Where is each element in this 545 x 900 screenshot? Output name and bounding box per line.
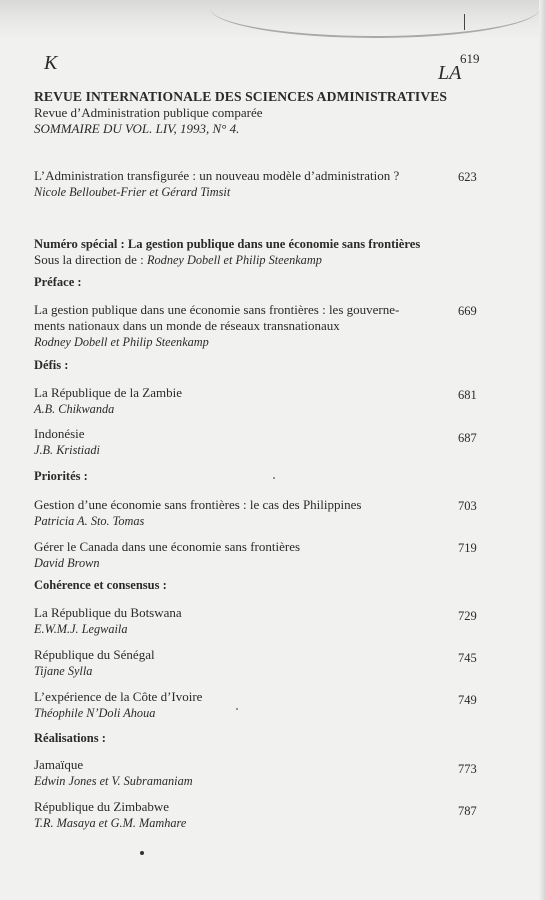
- scan-dot: [140, 851, 144, 855]
- entry-authors: Patricia A. Sto. Tomas: [34, 514, 145, 528]
- entry-page: 623: [458, 170, 477, 184]
- entry-page: 749: [458, 693, 477, 707]
- entry-title-line1: La gestion publique dans une économie sans frontières : les gouverne-: [34, 302, 400, 317]
- entry-title: La République du Botswana: [34, 605, 182, 620]
- entry-authors: Théophile N’Doli Ahoua: [34, 706, 156, 720]
- entry-page: 669: [458, 304, 477, 318]
- volume-line: SOMMAIRE DU VOL. LIV, 1993, N° 4.: [34, 121, 240, 136]
- toc-entry: [34, 757, 434, 789]
- entry-title: L’Administration transfigurée : un nouveau modèle d’administration ?: [34, 168, 400, 183]
- entry-page: 773: [458, 762, 477, 776]
- section-heading-defis: Défis :: [34, 358, 69, 372]
- entry-page: 719: [458, 541, 477, 555]
- entry-authors: A.B. Chikwanda: [34, 402, 115, 416]
- direction-label: Sous la direction de :: [34, 252, 148, 267]
- entry-page: 745: [458, 651, 477, 665]
- toc-entry: [34, 689, 434, 721]
- toc-entry: [34, 497, 444, 529]
- handwritten-mark-left: K: [44, 52, 58, 74]
- entry-authors: Tijane Sylla: [34, 664, 93, 678]
- toc-entry: [34, 799, 434, 831]
- entry-page: 687: [458, 431, 477, 445]
- entry-title-line2: ments nationaux dans un monde de réseaux transnationaux: [34, 318, 340, 333]
- section-heading-preface: Préface :: [34, 275, 82, 289]
- entry-title: République du Zimbabwe: [34, 799, 170, 814]
- section-heading-coherence: Cohérence et consensus :: [34, 578, 167, 592]
- entry-authors: J.B. Kristiadi: [34, 443, 100, 457]
- entry-title: République du Sénégal: [34, 647, 155, 662]
- entry-authors: T.R. Masaya et G.M. Mamhare: [34, 816, 187, 830]
- section-heading-priorites: Priorités :: [34, 469, 88, 483]
- scan-mark: [464, 14, 465, 30]
- toc-entry: [34, 605, 434, 637]
- entry-authors: David Brown: [34, 556, 100, 570]
- direction-names: Rodney Dobell et Philip Steenkamp: [147, 253, 322, 267]
- journal-title: REVUE INTERNATIONALE DES SCIENCES ADMINISTRATIVES: [34, 89, 448, 104]
- special-issue-title: Numéro spécial : La gestion publique dans une économie sans frontières: [34, 237, 421, 251]
- toc-entry: [34, 647, 434, 679]
- entry-page: 787: [458, 804, 477, 818]
- page-number: 619: [460, 51, 480, 66]
- entry-title: Gestion d’une économie sans frontières : le cas des Philippines: [34, 497, 362, 512]
- toc-entry-lead: [34, 168, 454, 200]
- entry-title: L’expérience de la Côte d’Ivoire: [34, 689, 203, 704]
- section-heading-realisations: Réalisations :: [34, 731, 106, 745]
- scan-shadow-edge: [539, 0, 545, 900]
- entry-title: Indonésie: [34, 426, 85, 441]
- entry-authors: Nicole Belloubet-Frier et Gérard Timsit: [34, 185, 231, 199]
- entry-title: Gérer le Canada dans une économie sans frontières: [34, 539, 301, 554]
- entry-page: 729: [458, 609, 477, 623]
- journal-header: [34, 88, 474, 137]
- journal-subtitle: Revue d’Administration publique comparée: [34, 105, 263, 120]
- toc-entry: [34, 302, 454, 350]
- scan-speck: [236, 708, 238, 710]
- entry-title: La République de la Zambie: [34, 385, 183, 400]
- scan-speck: [273, 477, 275, 479]
- entry-authors: Rodney Dobell et Philip Steenkamp: [34, 335, 209, 349]
- entry-authors: Edwin Jones et V. Subramaniam: [34, 774, 193, 788]
- toc-entry: [34, 426, 434, 458]
- entry-page: 703: [458, 499, 477, 513]
- toc-entry: [34, 539, 444, 571]
- toc-entry: [34, 385, 434, 417]
- entry-authors: E.W.M.J. Legwaila: [34, 622, 128, 636]
- special-issue-heading: [34, 236, 474, 268]
- entry-title: Jamaïque: [34, 757, 84, 772]
- handwritten-mark-right: LA: [438, 62, 462, 84]
- entry-page: 681: [458, 388, 477, 402]
